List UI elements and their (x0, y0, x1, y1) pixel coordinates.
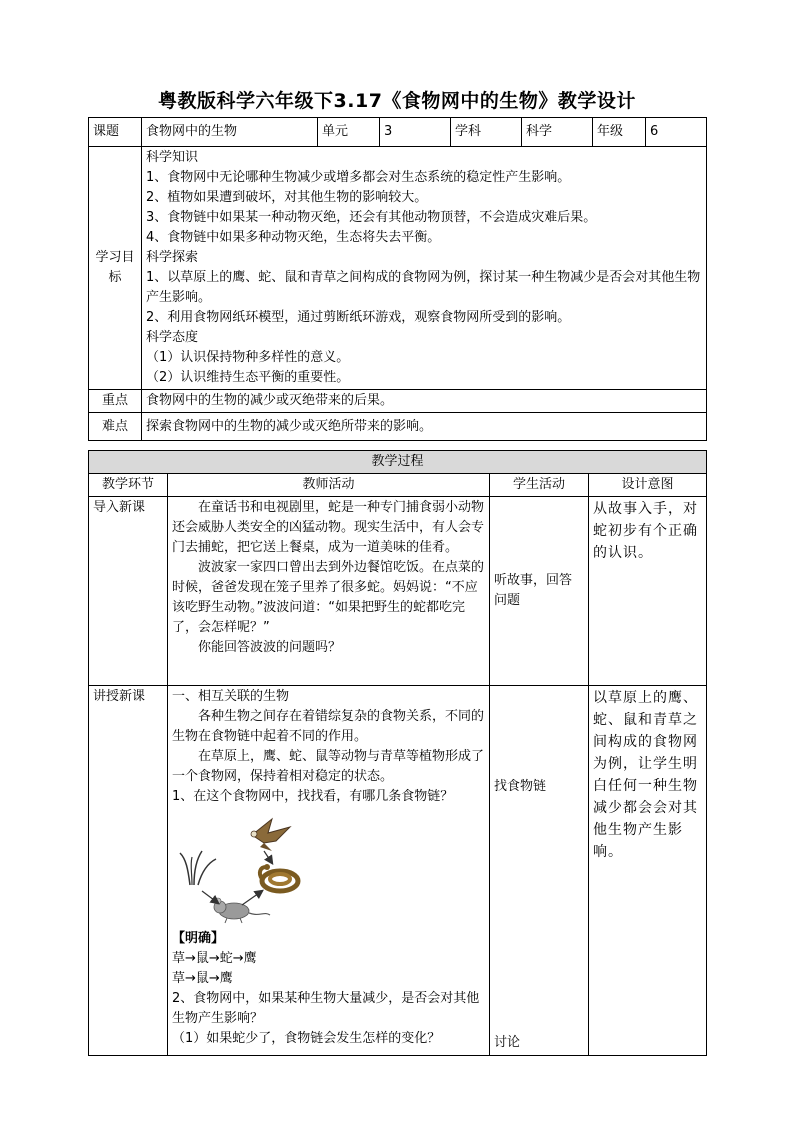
attitude-item: （1）认识保持物种多样性的意义。 (146, 350, 350, 365)
course-label: 课题 (89, 118, 142, 147)
food-web-illustration (172, 807, 332, 929)
intro-paragraph: 在童话书和电视剧里，蛇是一种专门捕食弱小动物还会威胁人类安全的凶猛动物。现实生活中，有人会专门去捕蛇，把它送上餐桌，成为一道美味的佳肴。 (172, 500, 485, 555)
eagle-icon (251, 819, 290, 851)
mouse-icon (214, 898, 270, 923)
subject-value: 科学 (522, 118, 593, 147)
intro-question: 你能回答波波的问题吗？ (198, 640, 342, 655)
column-header: 教师活动 (168, 474, 490, 497)
difficulty-label: 难点 (89, 413, 142, 441)
subject-label: 学科 (451, 118, 522, 147)
intro-student: 听故事，回答问题 (490, 497, 589, 686)
arrow-snake-eagle (264, 851, 272, 863)
knowledge-item: 1、食物网中无论哪种生物减少或增多都会对生态系统的稳定性产生影响。 (146, 170, 571, 185)
knowledge-heading: 科学知识 (146, 150, 199, 165)
section-heading: 一、相互关联的生物 (172, 689, 290, 704)
explore-item: 1、以草原上的鹰、蛇、鼠和青草之间构成的食物网为例，探讨某一种生物减少是否会对其他生物产生影响。 (146, 270, 701, 305)
lecture-paragraph: 各种生物之间存在着错综复杂的食物关系，不同的生物在食物链中起着不同的作用。 (172, 709, 485, 744)
info-table (88, 117, 707, 441)
column-header: 教学环节 (89, 474, 168, 497)
grade-label: 年级 (593, 118, 646, 147)
question-2: 2、食物网中，如果某种生物大量减少，是否会对其他生物产生影响？ (172, 991, 480, 1026)
lecture-design: 以草原上的鹰、蛇、鼠和青草之间构成的食物网为例，让学生明白任何一种生物减少都会会对其他生物产生影响。 (589, 686, 707, 1056)
intro-paragraph: 波波家一家四口曾出去到外边餐馆吃饭。在点菜的时候，爸爸发现在笼子里养了很多蛇。妈妈说：“不应该吃野生动物。”波波问道：“如果把野生的蛇都吃完了，会怎样呢？” (172, 560, 485, 635)
intro-design: 从故事入手，对蛇初步有个正确的认识。 (589, 497, 707, 686)
student-activity-2: 讨论 (494, 1035, 521, 1050)
explore-item: 2、利用食物网纸环模型，通过剪断纸环游戏，观察食物网所受到的影响。 (146, 310, 571, 325)
knowledge-item: 4、食物链中如果多种动物灭绝，生态将失去平衡。 (146, 230, 441, 245)
student-activity-1: 找食物链 (494, 779, 547, 794)
knowledge-item: 3、食物链中如果某一种动物灭绝，还会有其他动物顶替，不会造成灾难后果。 (146, 210, 597, 225)
lecture-stage: 讲授新课 (89, 686, 168, 1056)
explore-heading: 科学探索 (146, 250, 199, 265)
grade-value: 6 (646, 118, 707, 147)
intro-stage: 导入新课 (89, 497, 168, 686)
clarify-label: 【明确】 (172, 931, 225, 946)
course-value: 食物网中的生物 (142, 118, 318, 147)
intro-teacher (168, 497, 490, 686)
page-title: 粤教版科学六年级下3.17《食物网中的生物》教学设计 (158, 90, 636, 112)
snake-icon (260, 864, 298, 891)
unit-value: 3 (380, 118, 451, 147)
difficulty-text: 探索食物网中的生物的减少或灭绝所带来的影响。 (142, 413, 707, 441)
food-web-svg (172, 807, 332, 929)
process-heading: 教学过程 (89, 451, 707, 474)
arrow-mouse-snake (242, 891, 262, 905)
column-header: 设计意图 (589, 474, 707, 497)
key-point-label: 重点 (89, 390, 142, 413)
process-table (88, 450, 707, 1056)
attitude-item: （2）认识维持生态平衡的重要性。 (146, 370, 350, 385)
food-chain: 草→鼠→蛇→鹰 (172, 951, 257, 966)
objectives-label: 学习目标 (89, 147, 142, 390)
arrow-grass-mouse (202, 891, 218, 903)
key-point-text: 食物网中的生物的减少或灭绝带来的后果。 (142, 390, 707, 413)
objectives-cell (142, 147, 707, 390)
attitude-heading: 科学态度 (146, 330, 199, 345)
question-2a: （1）如果蛇少了，食物链会发生怎样的变化？ (172, 1031, 441, 1046)
lecture-paragraph: 在草原上，鹰、蛇、鼠等动物与青草等植物形成了一个食物网，保持着相对稳定的状态。 (172, 749, 485, 784)
lecture-student (490, 686, 589, 1056)
food-chain: 草→鼠→鹰 (172, 971, 233, 986)
unit-label: 单元 (318, 118, 380, 147)
question-1: 1、在这个食物网中，找找看，有哪几条食物链？ (172, 789, 454, 804)
column-header: 学生活动 (490, 474, 589, 497)
knowledge-item: 2、植物如果遭到破坏，对其他生物的影响较大。 (146, 190, 428, 205)
grass-icon (180, 851, 216, 885)
lecture-teacher (168, 686, 490, 1056)
